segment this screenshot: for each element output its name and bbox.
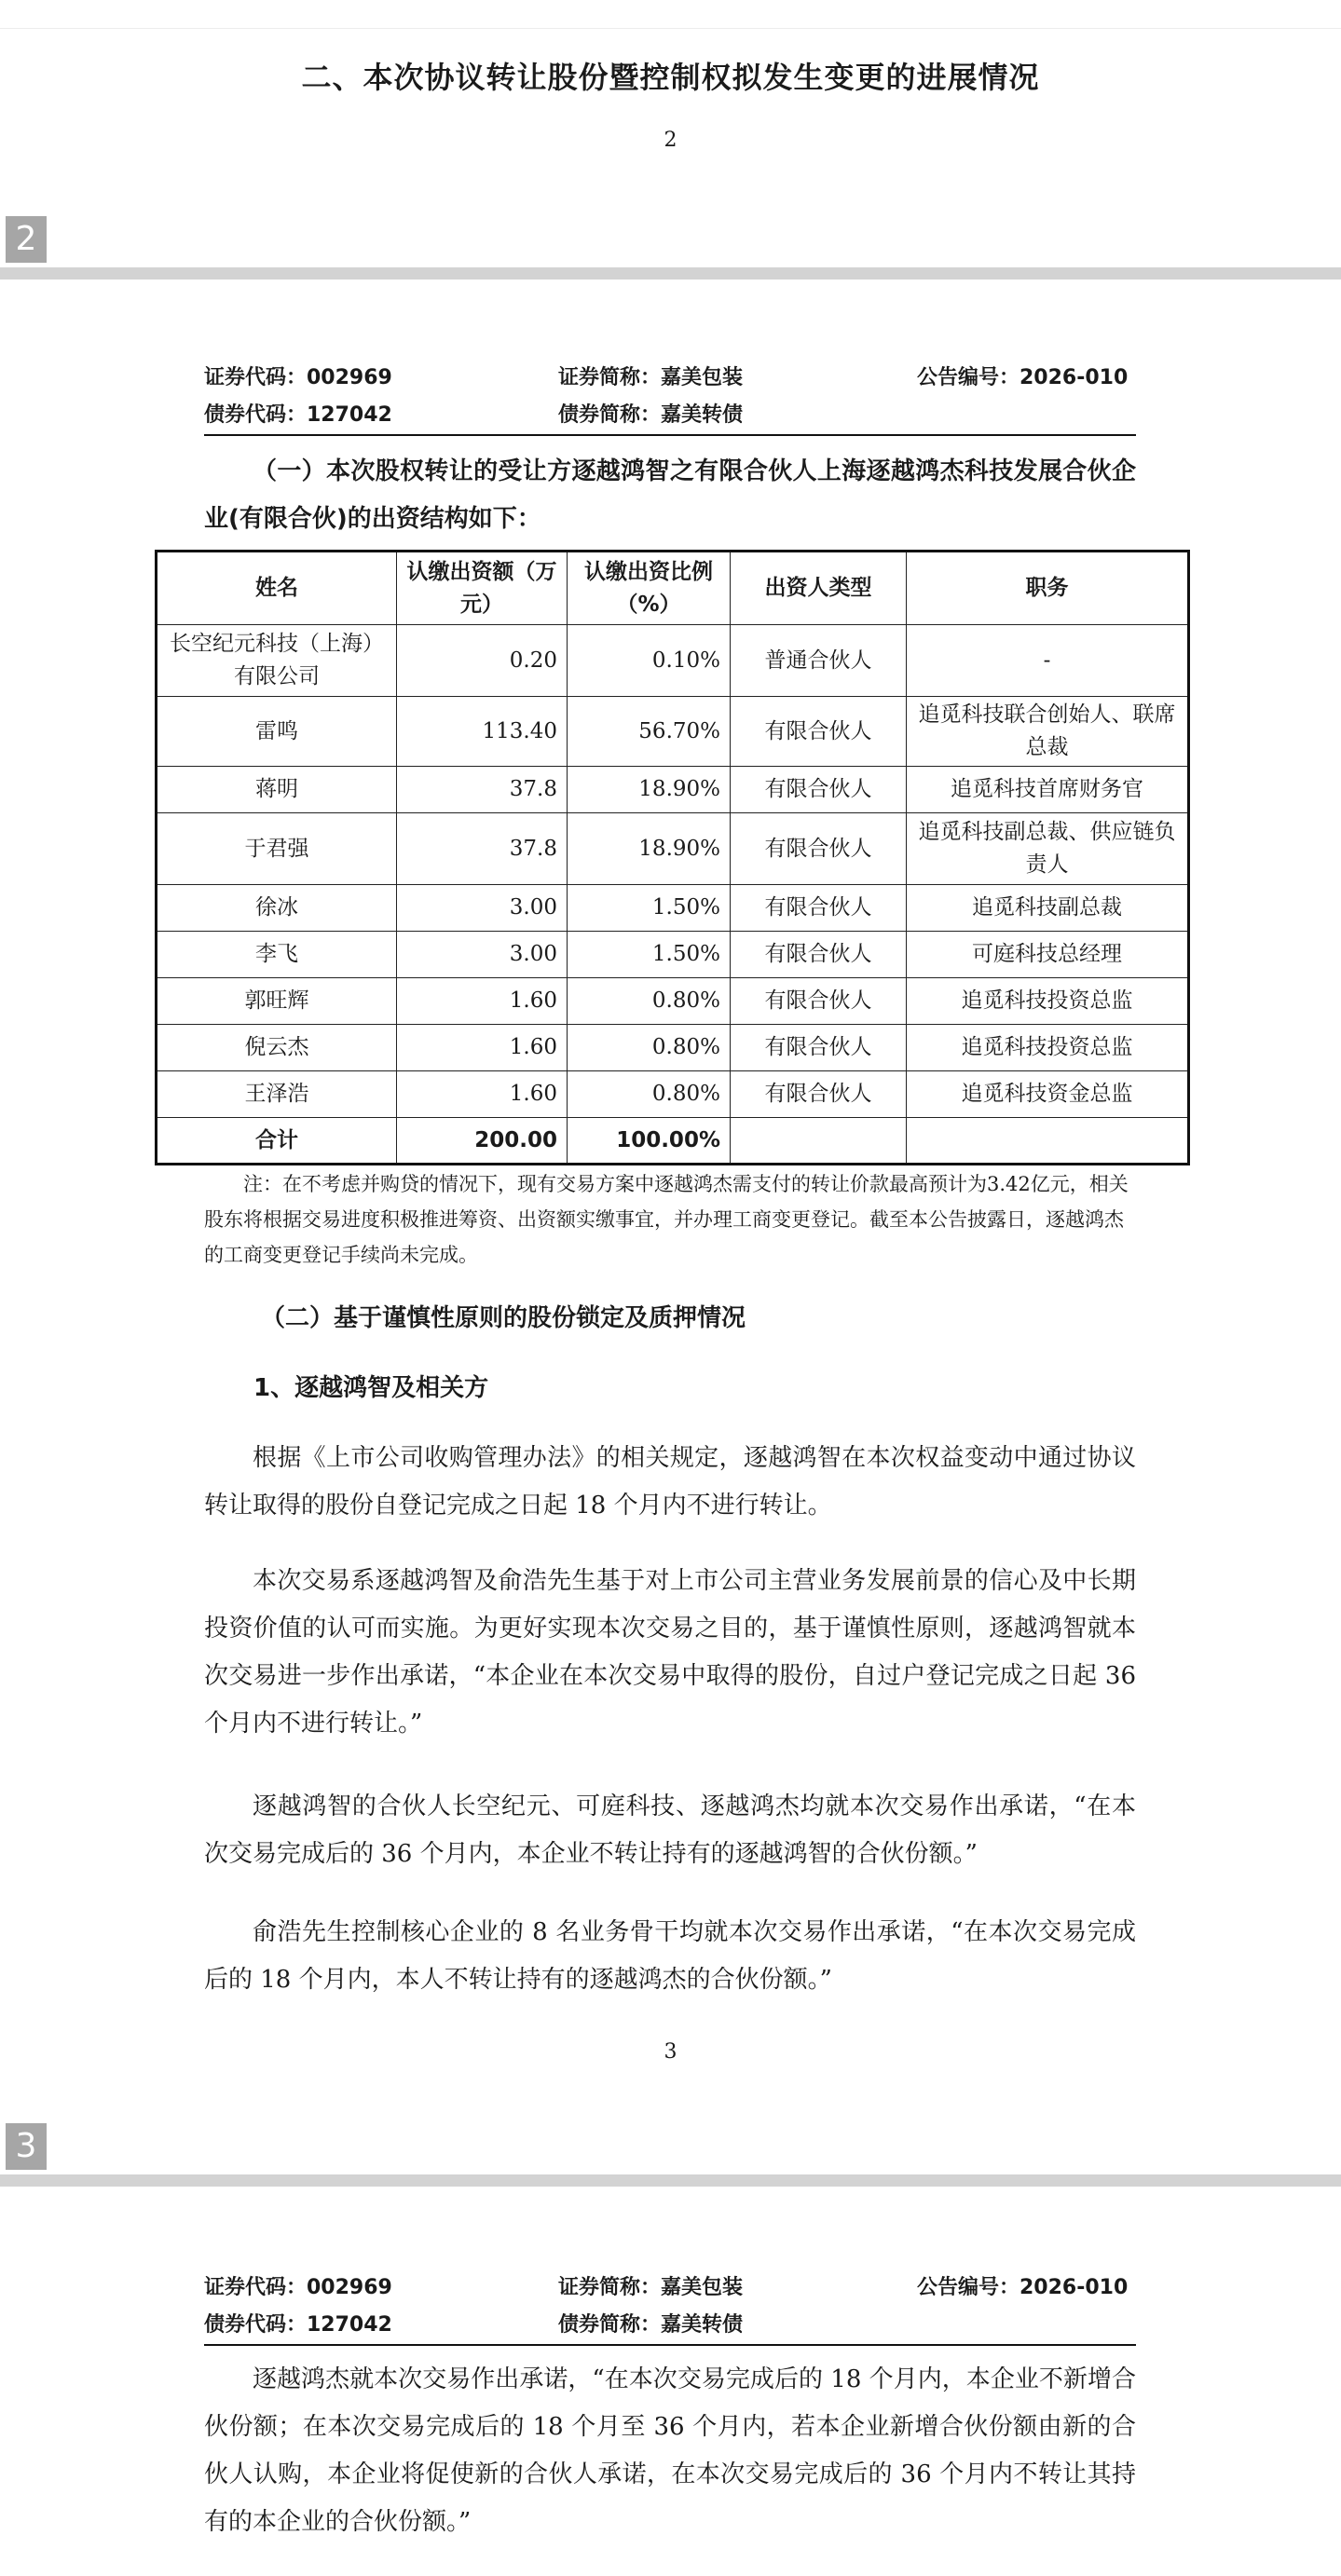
header-rule xyxy=(204,2344,1136,2346)
cell-type: 有限合伙人 xyxy=(731,1025,907,1071)
stock-name: 证券简称：嘉美包装 xyxy=(558,2276,744,2299)
document-header xyxy=(204,2269,1136,2344)
cell-name: 于君强 xyxy=(157,813,397,885)
cell-type: 有限合伙人 xyxy=(731,813,907,885)
cell-type: 有限合伙人 xyxy=(731,697,907,767)
cell-role: - xyxy=(907,625,1189,697)
cell-amount: 37.8 xyxy=(397,767,568,813)
cell-ratio: 1.50% xyxy=(568,932,731,978)
bond-name: 债券简称：嘉美转债 xyxy=(558,403,744,427)
header-rule xyxy=(204,434,1136,436)
cell-name: 倪云杰 xyxy=(157,1025,397,1071)
cell-ratio: 100.00% xyxy=(568,1118,731,1165)
paragraph: 本次交易系逐越鸿智及俞浩先生基于对上市公司主营业务发展前景的信心及中长期投资价值的认可而实施。为更好实现本次交易之目的，基于谨慎性原则，逐越鸿智就本次交易进一步作出承诺，“本企业在本次交易中取得的股份，自过户登记完成之日起 36 个月内不进行转让。” xyxy=(204,1567,1136,1738)
cell-ratio: 18.90% xyxy=(568,813,731,885)
table-row xyxy=(157,813,1189,885)
table-row xyxy=(157,625,1189,697)
table-row xyxy=(157,697,1189,767)
table-row xyxy=(157,1071,1189,1118)
cell-name: 长空纪元科技（上海）有限公司 xyxy=(157,625,397,697)
contribution-table xyxy=(155,550,1190,1165)
subsection-title: 1、逐越鸿智及相关方 xyxy=(253,1374,489,1402)
cell-role: 追觅科技首席财务官 xyxy=(907,767,1189,813)
cell-ratio: 0.80% xyxy=(568,1025,731,1071)
section-title: （一）本次股权转让的受让方逐越鸿智之有限合伙人上海逐越鸿杰科技发展合伙企业(有限合伙)的出资结构如下： xyxy=(204,457,1136,533)
document-header xyxy=(204,360,1136,434)
table-row xyxy=(157,1025,1189,1071)
cell-amount: 3.00 xyxy=(397,932,568,978)
cell-name: 蒋明 xyxy=(157,767,397,813)
cell-amount: 1.60 xyxy=(397,1071,568,1118)
table-row xyxy=(157,767,1189,813)
cell-amount: 0.20 xyxy=(397,625,568,697)
cell-name: 李飞 xyxy=(157,932,397,978)
page-title: 二、本次协议转让股份暨控制权拟发生变更的进展情况 xyxy=(301,60,1040,95)
cell-name: 王泽浩 xyxy=(157,1071,397,1118)
cell-name: 雷鸣 xyxy=(157,697,397,767)
table-total-row xyxy=(157,1118,1189,1165)
cell-ratio: 0.80% xyxy=(568,978,731,1025)
cell-amount: 200.00 xyxy=(397,1118,568,1165)
column-header: 姓名 xyxy=(157,552,397,625)
cell-role: 追觅科技投资总监 xyxy=(907,1025,1189,1071)
announcement-number: 公告编号：2026-010 xyxy=(917,2276,1129,2299)
cell-amount: 113.40 xyxy=(397,697,568,767)
page-number: 3 xyxy=(664,2040,677,2064)
cell-type: 普通合伙人 xyxy=(731,625,907,697)
cell-ratio: 1.50% xyxy=(568,885,731,932)
stock-name: 证券简称：嘉美包装 xyxy=(558,366,744,389)
cell-ratio: 56.70% xyxy=(568,697,731,767)
column-header: 认缴出资额（万元） xyxy=(397,552,568,625)
column-header: 职务 xyxy=(907,552,1189,625)
top-bar xyxy=(0,0,1341,29)
table-row xyxy=(157,978,1189,1025)
cell-name: 郭旺辉 xyxy=(157,978,397,1025)
cell-type: 有限合伙人 xyxy=(731,767,907,813)
table-note: 注：在不考虑并购贷的情况下，现有交易方案中逐越鸿杰需支付的转让价款最高预计为3.42亿元，相关股东将根据交易进度积极推进筹资、出资额实缴事宜，并办理工商变更登记。截至本公告披露日，逐越鸿杰的工商变更登记手续尚未完成。 xyxy=(204,1173,1129,1266)
stock-code: 证券代码：002969 xyxy=(204,366,392,389)
paragraph: 逐越鸿杰就本次交易作出承诺，“在本次交易完成后的 18 个月内，本企业不新增合伙份额；在本次交易完成后的 18 个月至 36 个月内，若本企业新增合伙份额由新的合伙人认购，本企业将促使新的合伙人承诺，在本次交易完成后的 36 个月内不转让其持有的本企业的合伙份额。” xyxy=(204,2365,1136,2536)
cell-type: 有限合伙人 xyxy=(731,978,907,1025)
cell-empty xyxy=(907,1118,1189,1165)
cell-role: 追觅科技联合创始人、联席总裁 xyxy=(907,697,1189,767)
cell-amount: 1.60 xyxy=(397,1025,568,1071)
bond-code: 债券代码：127042 xyxy=(204,2313,392,2337)
cell-type: 有限合伙人 xyxy=(731,885,907,932)
paragraph: 根据《上市公司收购管理办法》的相关规定，逐越鸿智在本次权益变动中通过协议转让取得的股份自登记完成之日起 18 个月内不进行转让。 xyxy=(204,1444,1136,1520)
column-header: 出资人类型 xyxy=(731,552,907,625)
page-number: 2 xyxy=(664,129,677,152)
announcement-number: 公告编号：2026-010 xyxy=(917,366,1129,389)
cell-name: 徐冰 xyxy=(157,885,397,932)
page-badge: 2 xyxy=(6,216,47,263)
cell-role: 追觅科技副总裁、供应链负责人 xyxy=(907,813,1189,885)
column-header: 认缴出资比例（%） xyxy=(568,552,731,625)
paragraph: 逐越鸿智的合伙人长空纪元、可庭科技、逐越鸿杰均就本次交易作出承诺，“在本次交易完成后的 36 个月内，本企业不转让持有的逐越鸿智的合伙份额。” xyxy=(204,1792,1136,1868)
page-badge: 3 xyxy=(6,2123,47,2170)
page-divider xyxy=(0,267,1341,279)
table-row xyxy=(157,885,1189,932)
cell-ratio: 0.10% xyxy=(568,625,731,697)
cell-role: 可庭科技总经理 xyxy=(907,932,1189,978)
cell-amount: 3.00 xyxy=(397,885,568,932)
cell-ratio: 0.80% xyxy=(568,1071,731,1118)
section-title: （二）基于谨慎性原则的股份锁定及质押情况 xyxy=(261,1304,746,1332)
bond-name: 债券简称：嘉美转债 xyxy=(558,2313,744,2337)
cell-role: 追觅科技投资总监 xyxy=(907,978,1189,1025)
bond-code: 债券代码：127042 xyxy=(204,403,392,427)
cell-type: 有限合伙人 xyxy=(731,932,907,978)
cell-empty xyxy=(731,1118,907,1165)
stock-code: 证券代码：002969 xyxy=(204,2276,392,2299)
cell-role: 追觅科技资金总监 xyxy=(907,1071,1189,1118)
cell-name: 合计 xyxy=(157,1118,397,1165)
cell-ratio: 18.90% xyxy=(568,767,731,813)
table-row xyxy=(157,932,1189,978)
cell-amount: 1.60 xyxy=(397,978,568,1025)
table-header-row xyxy=(157,552,1189,625)
page-divider xyxy=(0,2174,1341,2187)
cell-role: 追觅科技副总裁 xyxy=(907,885,1189,932)
paragraph: 俞浩先生控制核心企业的 8 名业务骨干均就本次交易作出承诺，“在本次交易完成后的 18 个月内，本人不转让持有的逐越鸿杰的合伙份额。” xyxy=(204,1918,1136,1994)
cell-type: 有限合伙人 xyxy=(731,1071,907,1118)
cell-amount: 37.8 xyxy=(397,813,568,885)
